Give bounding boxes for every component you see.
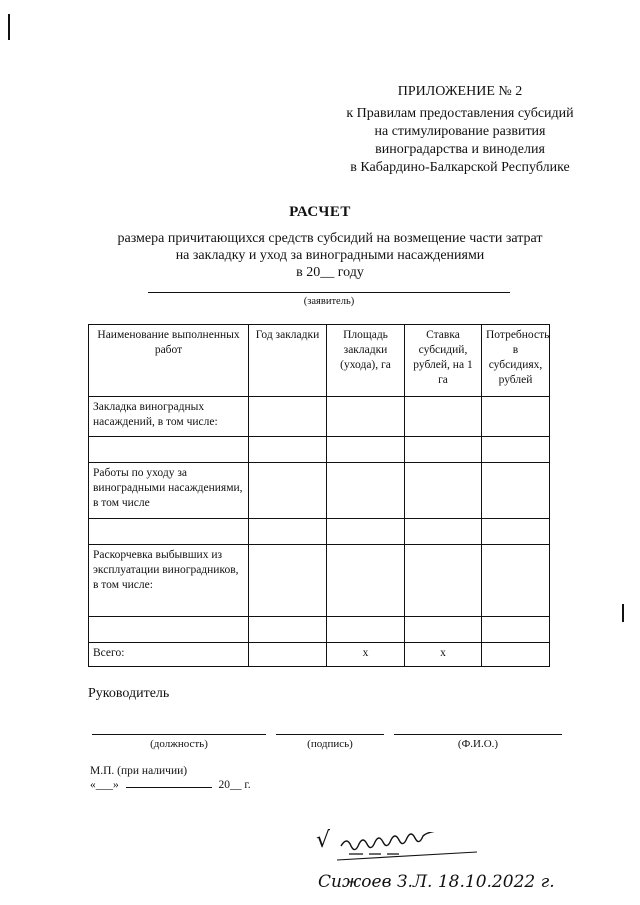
table-cell: Закладка виноградных насаждений, в том числе: bbox=[89, 397, 249, 437]
table-cell bbox=[482, 463, 550, 519]
table-cell: Всего: bbox=[89, 643, 249, 667]
table-cell bbox=[482, 437, 550, 463]
signature-caption: (подпись) bbox=[307, 738, 353, 750]
table-cell bbox=[405, 437, 482, 463]
table-cell bbox=[327, 545, 405, 617]
table-cell bbox=[249, 437, 327, 463]
table-cell bbox=[405, 397, 482, 437]
table-cell bbox=[482, 643, 550, 667]
table-cell: Раскорчевка выбывших из эксплуатации виноградников, в том числе: bbox=[89, 545, 249, 617]
table-cell bbox=[327, 617, 405, 643]
appendix-line: на стимулирование развития bbox=[374, 124, 546, 139]
appendix-block bbox=[290, 83, 630, 177]
signature-line bbox=[276, 734, 384, 735]
table-cell bbox=[249, 617, 327, 643]
table-row bbox=[89, 463, 550, 519]
head-label: Руководитель bbox=[88, 686, 170, 701]
position-line bbox=[92, 734, 266, 735]
table-cell bbox=[482, 397, 550, 437]
applicant-line bbox=[148, 292, 510, 293]
table-total-row bbox=[89, 643, 550, 667]
scan-edge-mark bbox=[8, 14, 10, 40]
subsidy-table bbox=[88, 324, 550, 667]
table-cell bbox=[249, 519, 327, 545]
table-cell: х bbox=[327, 643, 405, 667]
table-cell bbox=[327, 519, 405, 545]
table-cell bbox=[327, 437, 405, 463]
table-cell bbox=[89, 437, 249, 463]
position-caption: (должность) bbox=[150, 738, 208, 750]
name-line bbox=[394, 734, 562, 735]
date-line bbox=[90, 779, 251, 791]
date-month-blank bbox=[126, 787, 212, 788]
table-cell bbox=[249, 545, 327, 617]
appendix-line: к Правилам предоставления субсидий bbox=[346, 106, 574, 121]
table-row bbox=[89, 617, 550, 643]
date-day: «___» bbox=[90, 779, 119, 791]
subtitle-line: размера причитающихся средств субсидий на возмещение части затрат bbox=[117, 231, 543, 246]
table-header-row bbox=[89, 325, 550, 397]
handwritten-signoff: Сижоев З.Л. 18.10.2022 г. bbox=[318, 872, 555, 892]
table-row bbox=[89, 545, 550, 617]
table-cell bbox=[327, 463, 405, 519]
table-cell bbox=[405, 545, 482, 617]
table-row bbox=[89, 437, 550, 463]
table-cell bbox=[327, 397, 405, 437]
column-header: Потребность в субсидиях, рублей bbox=[482, 325, 550, 397]
column-header: Ставка субсидий, рублей, на 1 га bbox=[405, 325, 482, 397]
table-cell: Работы по уходу за виноградными насаждениями, в том числе bbox=[89, 463, 249, 519]
table-cell bbox=[249, 643, 327, 667]
table-row bbox=[89, 397, 550, 437]
table-cell bbox=[482, 545, 550, 617]
column-header: Наименование выполненных работ bbox=[89, 325, 249, 397]
table-cell bbox=[405, 463, 482, 519]
table-cell bbox=[405, 617, 482, 643]
table-cell bbox=[482, 617, 550, 643]
date-year: 20__ г. bbox=[218, 779, 251, 791]
subtitle-line: на закладку и уход за виноградными насаждениями bbox=[175, 248, 485, 263]
document-title: РАСЧЕТ bbox=[289, 204, 351, 220]
table-cell bbox=[249, 397, 327, 437]
name-caption: (Ф.И.О.) bbox=[457, 738, 499, 750]
applicant-caption: (заявитель) bbox=[303, 296, 355, 307]
table-cell bbox=[249, 463, 327, 519]
table-cell bbox=[89, 519, 249, 545]
document-subtitle bbox=[60, 230, 600, 281]
appendix-line: в Кабардино-Балкарской Республике bbox=[350, 160, 570, 175]
column-header: Год закладки bbox=[249, 325, 327, 397]
table-cell: х bbox=[405, 643, 482, 667]
appendix-number: ПРИЛОЖЕНИЕ № 2 bbox=[397, 84, 523, 99]
approval-check-mark: √ bbox=[316, 828, 331, 853]
table-cell bbox=[405, 519, 482, 545]
scan-edge-mark bbox=[622, 604, 624, 622]
table-cell bbox=[482, 519, 550, 545]
column-header: Площадь закладки (ухода), га bbox=[327, 325, 405, 397]
stamp-note: М.П. (при наличии) bbox=[90, 765, 188, 777]
table-row bbox=[89, 519, 550, 545]
appendix-line: виноградарства и виноделия bbox=[375, 142, 545, 157]
subtitle-line: в 20__ году bbox=[296, 265, 364, 280]
table-cell bbox=[89, 617, 249, 643]
handwritten-signature bbox=[335, 832, 485, 868]
